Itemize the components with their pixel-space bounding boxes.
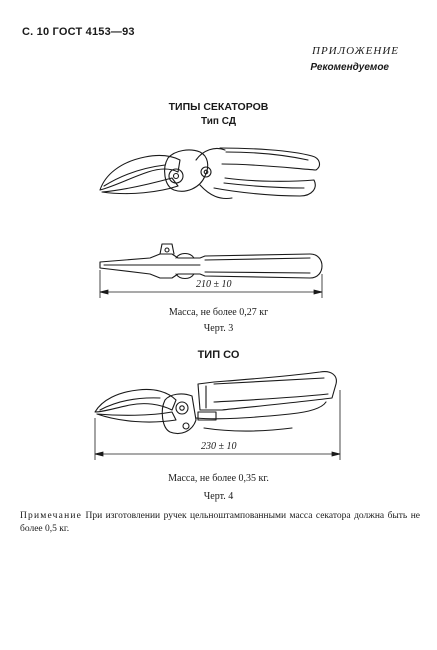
main-title: ТИПЫ СЕКАТОРОВ: [168, 101, 269, 113]
note-lead: Примечание: [20, 511, 83, 521]
so-figure-label: Черт. 4: [203, 491, 234, 502]
appendix-subtitle: Рекомендуемое: [310, 62, 389, 73]
type-so-title: ТИП СО: [197, 349, 240, 361]
so-dimension-label: 230 ± 10: [201, 441, 237, 452]
appendix-title: ПРИЛОЖЕНИЕ: [312, 45, 399, 57]
sd-mass: Масса, не более 0,27 кг: [168, 307, 269, 318]
so-mass: Масса, не более 0,35 кг.: [168, 473, 269, 484]
note-paragraph: [20, 510, 420, 536]
note-text: При изготовлении ручек цельноштампованными масса секатора должна быть не более 0,5 кг.: [20, 511, 421, 534]
page-reference: С. 10 ГОСТ 4153—93: [22, 26, 135, 38]
type-sd-title: Тип СД: [201, 116, 236, 127]
sd-figure-label: Черт. 3: [203, 323, 234, 334]
sd-dimension-label: 210 ± 10: [196, 279, 232, 290]
